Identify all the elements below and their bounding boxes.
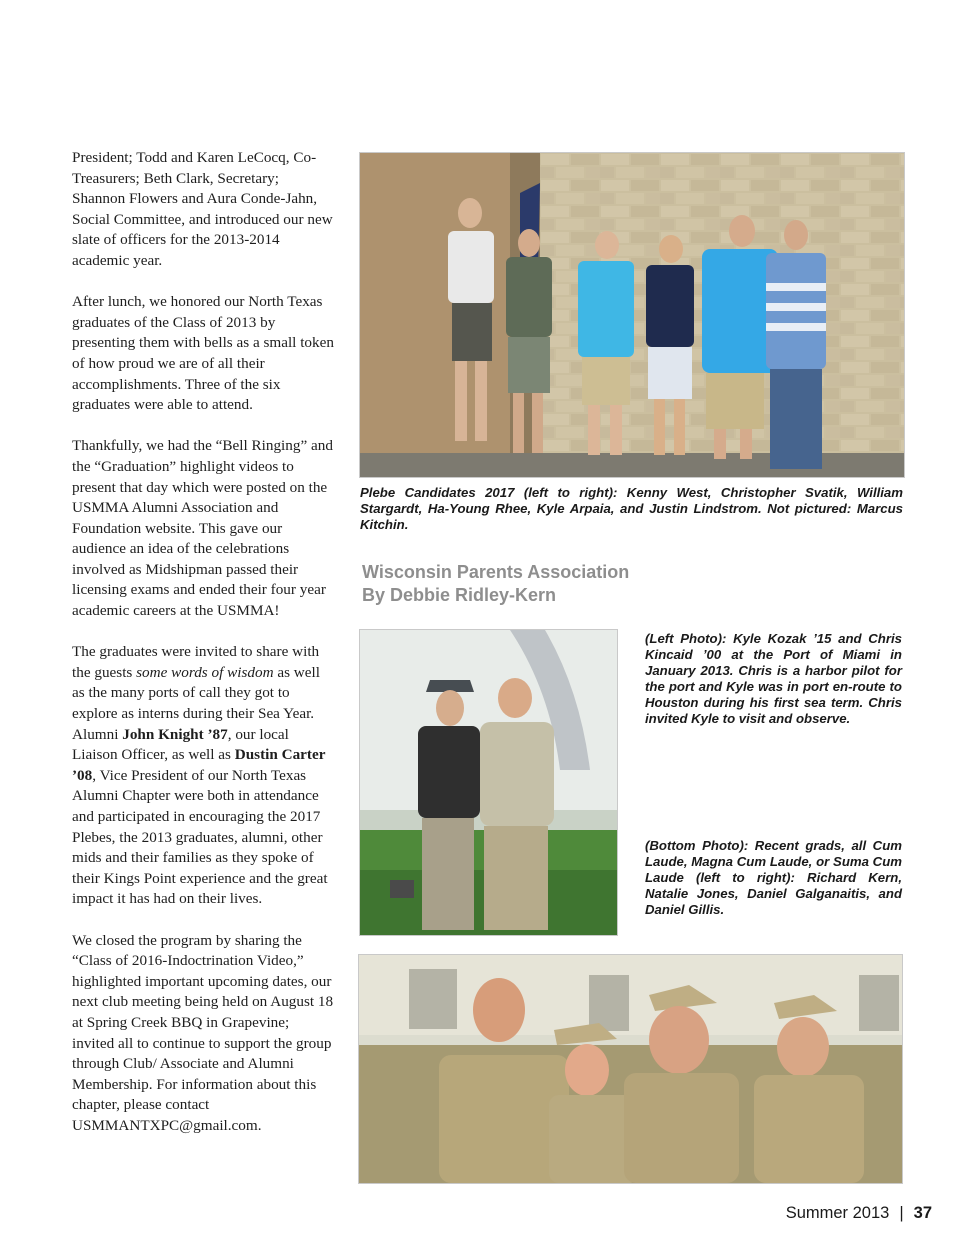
recent-grads-photo	[358, 954, 903, 1184]
plebe-candidates-photo	[359, 152, 905, 478]
page-number: 37	[913, 1204, 932, 1222]
name-dustin-carter: Dustin Carter ’08	[72, 746, 326, 784]
paragraph-2: After lunch, we honored our North Texas graduates of the Class of 2013 by presenting them with bells as a small token of how proud we are of all their accomplishments. Three of the six graduates were able to attend.	[72, 293, 334, 414]
paragraph-4-text-b: as well as the many ports of call they got to explore as interns during their Sea Year. Alumni	[72, 663, 320, 743]
page-footer	[786, 1204, 932, 1223]
article-column	[72, 148, 334, 1157]
paragraph-4-italic: some words of wisdom	[136, 663, 274, 681]
paragraph-4-text-d: , Vice President of our North Texas Alumni Chapter were both in attendance and participated in encouraging the 2017 Plebes, the 2013 graduates, alumni, other mids and their families as they spoke of their Kings Point experience and the great impact it has had on their lives.	[72, 766, 328, 908]
section-byline: By Debbie Ridley-Kern	[362, 585, 557, 605]
issue-label: Summer 2013	[785, 1204, 890, 1222]
paragraph-3: Thankfully, we had the “Bell Ringing” and the “Graduation” highlight videos to present that day which were posted on the USMMA Alumni Association and Foundation website. This gave our audience an idea of the celebrations involved as Midshipman passed their licensing exams and ended their four year academic careers at the USMMA!	[72, 437, 333, 620]
paragraph-4-text-c: , our local Liaison Officer, as well as	[72, 725, 289, 764]
footer-separator: |	[899, 1204, 904, 1222]
plebe-photo-illustration	[360, 153, 904, 477]
bottom-photo-caption: (Bottom Photo): Recent grads, all Cum Laude, Magna Cum Laude, or Suma Cum Laude (left to right): Richard Kern, Natalie Jones, Daniel Galganaitis, and Daniel Gillis.	[645, 838, 902, 917]
paragraph-1: President; Todd and Karen LeCocq, Co-Treasurers; Beth Clark, Secretary; Shannon Flowers and Aura Conde-Jahn, Social Committee, and introduced our new slate of officers for the 2013-2014 academic year.	[72, 149, 333, 269]
paragraph-5: We closed the program by sharing the “Class of 2016-Indoctrination Video,” highlighted important upcoming dates, our next club meeting being held on August 18 at Spring Creek BBQ in Grapevine; invited all to continue to support the group through Club/ Associate and Alumni Membership. For information about this chapter, please contact USMMANTXPC@gmail.com.	[72, 931, 334, 1134]
paragraph-4	[72, 642, 334, 910]
name-john-knight: John Knight ’87	[122, 725, 228, 743]
paragraph-4-text-a: The graduates were invited to share with the guests	[72, 643, 320, 681]
grads-photo-illustration	[359, 955, 902, 1183]
section-title: Wisconsin Parents Association	[362, 562, 630, 582]
miami-photo-illustration	[360, 630, 617, 935]
port-of-miami-photo	[359, 629, 618, 936]
plebe-photo-caption: Plebe Candidates 2017 (left to right): Kenny West, Christopher Svatik, William Stargardt, Ha-Young Rhee, Kyle Arpaia, and Justin Lindstrom. Not pictured: Marcus Kitchin.	[360, 485, 903, 532]
section-heading	[362, 561, 762, 607]
left-photo-caption: (Left Photo): Kyle Kozak ’15 and Chris Kincaid ’00 at the Port of Miami in January 2013. Chris is a harbor pilot for the port and Kyle was in port en-route to Houston during his first sea term. Chris invited Kyle to visit and observe.	[645, 631, 902, 726]
